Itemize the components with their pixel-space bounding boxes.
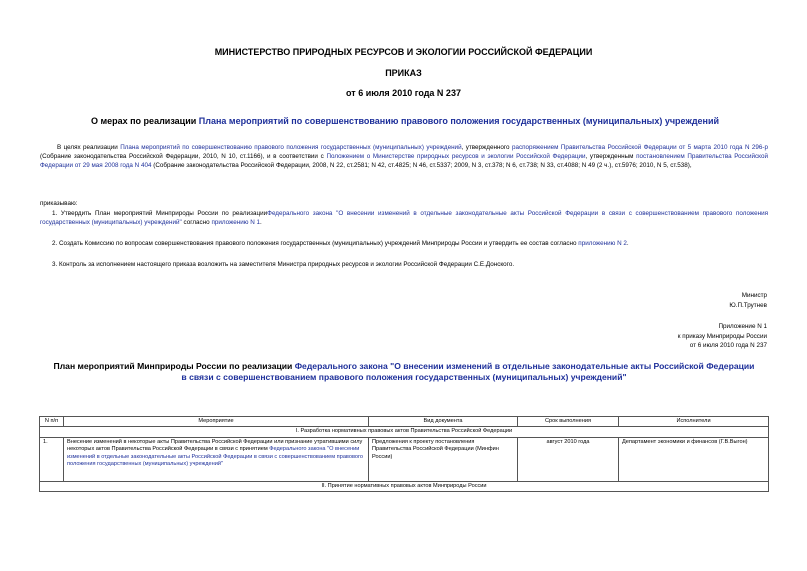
intro-text-5: (Собрание законодательства Российской Федерации, 2008, N 22, ст.2581; N 42, ст.4825; N 46, ст.5337; 2009, N 3, ст.378; N 6, ст.738; N 33, ст.4088; N 49 (2 ч.), ст.5976; 2010, N 5, ст.538), bbox=[151, 162, 692, 170]
federal-law-link[interactable]: Федерального закона "О внесении изменений в отдельные законодательные акты Российской Федерации в связи с совершенствованием правового положения государственных (муниципальных) учреждений" bbox=[40, 210, 768, 227]
plan-title bbox=[38, 361, 770, 383]
row-measure-text: Внесение изменений в некоторые акты Правительства Российской Федерации или признание утратившими силу некоторых актов Правительства Российской Федерации в связи с принятием bbox=[67, 438, 363, 453]
plan-law-link-1[interactable]: Федерального закона "О внесении изменений в отдельные законодательные акты Российской Федерации bbox=[294, 361, 755, 371]
plan-link[interactable]: Плана мероприятий по совершенствованию правового положения государственных (муниципальных) учреждений bbox=[198, 116, 720, 126]
intro-text-4: , утвержденным bbox=[585, 153, 637, 161]
item2-text-2: . bbox=[626, 240, 629, 247]
section-1-heading: I. Разработка нормативных правовых актов Правительства Российской Федерации bbox=[40, 427, 769, 437]
item2-text-1: 2. Создать Комиссию по вопросам совершенствования правового положения государственных (муниципальных) учреждений Минприроды России и утвердить ее состав согласно bbox=[52, 240, 579, 247]
appendix-note bbox=[678, 322, 767, 351]
intro-text-2: , утвержденного bbox=[461, 144, 512, 151]
item1-text-1: 1. Утвердить План мероприятий Минприроды России по реализации bbox=[52, 210, 268, 217]
order-title bbox=[60, 116, 750, 126]
item1-text-2: согласно bbox=[181, 219, 212, 227]
appendix-2-link[interactable]: приложению N 2 bbox=[578, 240, 627, 247]
table-row bbox=[40, 437, 769, 481]
appendix-line-1: Приложение N 1 bbox=[718, 323, 767, 330]
item1-text-3: . bbox=[260, 219, 262, 227]
intro-plan-link[interactable]: Плана мероприятий по совершенствованию правового положения государственных (муниципальных) учреждений bbox=[120, 144, 462, 151]
table-section-row bbox=[40, 481, 769, 491]
section-2-heading: II. Принятие нормативных правовых актов Минприроды России bbox=[40, 481, 769, 491]
intro-paragraph bbox=[40, 143, 768, 171]
order-word: приказываю: bbox=[40, 200, 78, 207]
appendix-1-link[interactable]: приложению N 1 bbox=[211, 219, 261, 227]
doc-type-heading: ПРИКАЗ bbox=[385, 68, 422, 78]
table-section-row bbox=[40, 427, 769, 437]
appendix-line-3: от 6 июля 2010 года N 237 bbox=[689, 342, 767, 349]
signature-name: Ю.П.Трутнев bbox=[729, 301, 767, 309]
ministry-heading: МИНИСТЕРСТВО ПРИРОДНЫХ РЕСУРСОВ И ЭКОЛОГИИ РОССИЙСКОЙ ФЕДЕРАЦИИ bbox=[214, 47, 593, 57]
ministry-regulation-link[interactable]: Положением о Министерстве природных ресурсов и экологии Российской Федерации bbox=[326, 153, 586, 161]
plan-table bbox=[39, 416, 769, 492]
col-header-measure: Мероприятие bbox=[64, 417, 369, 427]
signature-block bbox=[729, 291, 767, 310]
row-measure bbox=[64, 437, 369, 481]
row-executors: Департамент экономики и финансов (Г.В.Выгон) bbox=[619, 437, 769, 481]
col-header-number: N п/п bbox=[40, 417, 64, 427]
government-order-link[interactable]: распоряжением Правительства Российской Федерации от 5 марта 2010 года N 296-р bbox=[511, 144, 768, 151]
row-doc-type: Предложения к проекту постановления Правительства Российской Федерации (Минфин России) bbox=[369, 437, 518, 481]
order-date-number: от 6 июля 2010 года N 237 bbox=[346, 88, 461, 98]
order-item-2 bbox=[40, 239, 768, 248]
order-item-1 bbox=[40, 209, 768, 227]
col-header-doc-type: Вид документа bbox=[369, 417, 518, 427]
appendix-line-2: к приказу Минприроды России bbox=[677, 332, 767, 340]
plan-law-link-2[interactable]: в связи с совершенствованием правового положения государственных (муниципальных) учреждений" bbox=[181, 372, 627, 382]
col-header-executors: Исполнители bbox=[619, 417, 769, 427]
row-number: 1. bbox=[40, 437, 64, 481]
order-item-3: 3. Контроль за исполнением настоящего приказа возложить на заместителя Министра природных ресурсов и экологии Российской Федерации С.Е.Донского. bbox=[52, 261, 515, 268]
government-decree-link[interactable]: постановлением Правительства Российской Федерации от 29 мая 2008 года N 404 bbox=[40, 153, 769, 170]
row-deadline: август 2010 года bbox=[518, 437, 619, 481]
table-header-row bbox=[40, 417, 769, 427]
row-measure-law-link[interactable]: Федерального закона "О внесении изменений в отдельные законодательные акты Российской Федерации в связи с совершенствованием правового положения государственных (муниципальных) учреждений" bbox=[67, 446, 363, 468]
order-title-prefix: О мерах по реализации bbox=[90, 116, 199, 126]
intro-text-1: В целях реализации bbox=[57, 144, 121, 151]
intro-text-3: (Собрание законодательства Российской Федерации, 2010, N 10, ст.1166), и в соответствии с bbox=[40, 153, 327, 161]
signature-position: Министр bbox=[741, 292, 767, 299]
plan-title-prefix: План мероприятий Минприроды России по реализации bbox=[53, 361, 295, 371]
col-header-deadline: Срок выполнения bbox=[518, 417, 619, 427]
